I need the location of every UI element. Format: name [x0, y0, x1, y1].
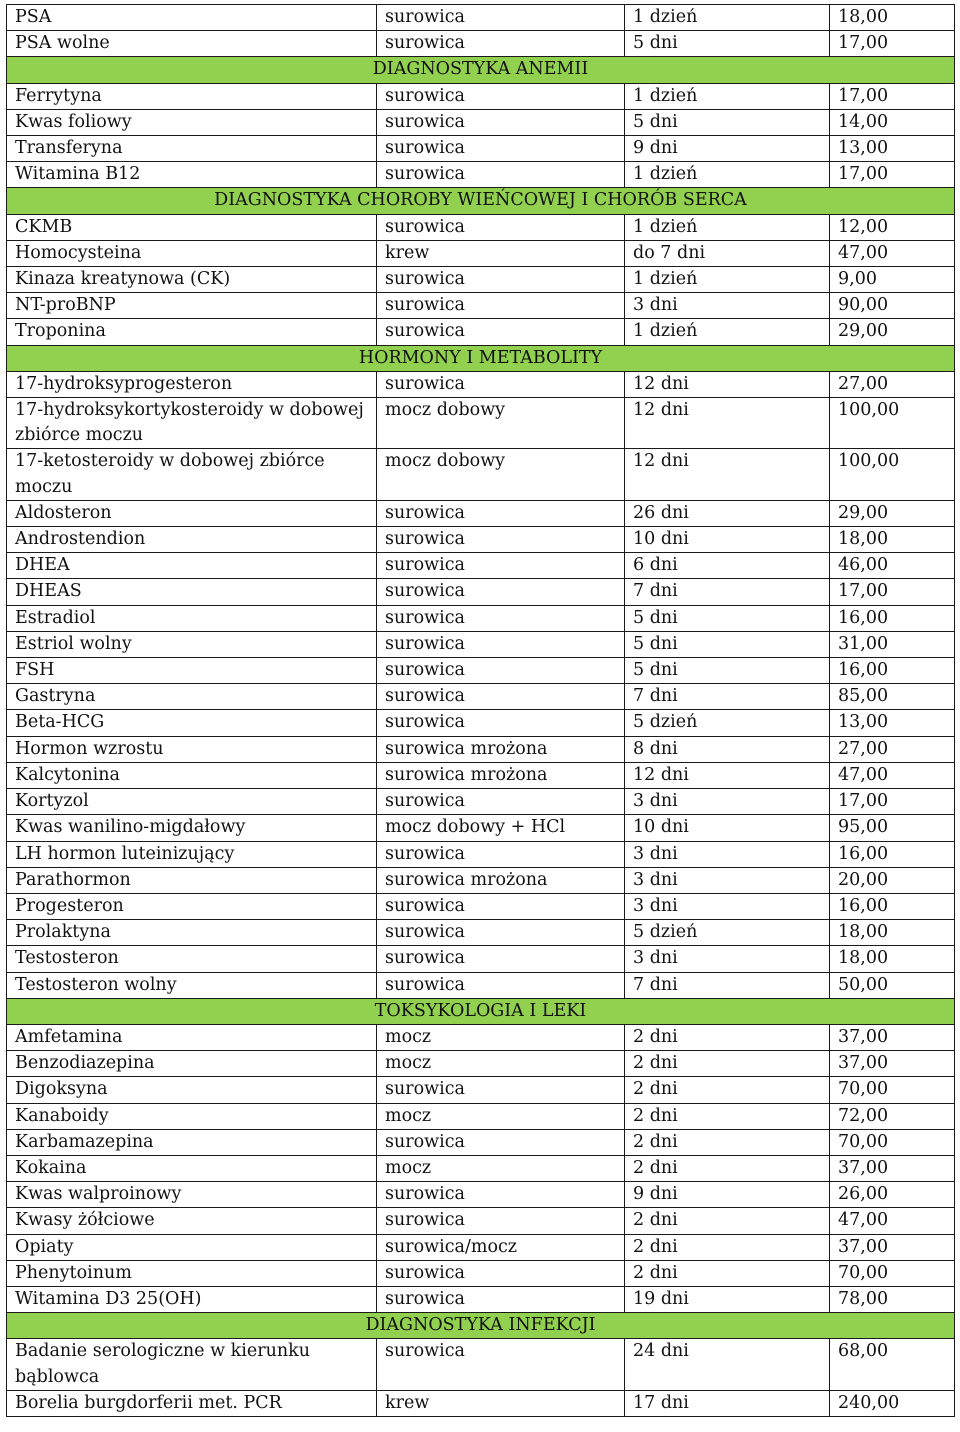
price-cell: 37,00: [830, 1024, 955, 1050]
test-name-cell: Testosteron wolny: [7, 972, 377, 998]
turnaround-time-cell: 5 dni: [625, 631, 830, 657]
test-name-cell: Parathormon: [7, 867, 377, 893]
test-name-cell: DHEAS: [7, 579, 377, 605]
turnaround-time-cell: 3 dni: [625, 946, 830, 972]
material-cell: surowica: [377, 31, 625, 57]
material-cell: surowica: [377, 789, 625, 815]
material-cell: surowica: [377, 920, 625, 946]
test-name-cell: FSH: [7, 658, 377, 684]
price-cell: 95,00: [830, 815, 955, 841]
material-cell: mocz dobowy + HCl: [377, 815, 625, 841]
table-row: [7, 1155, 955, 1181]
turnaround-time-cell: 12 dni: [625, 371, 830, 397]
table-row: [7, 31, 955, 57]
test-name-cell: Ferrytyna: [7, 83, 377, 109]
table-row: [7, 605, 955, 631]
price-cell: 70,00: [830, 1077, 955, 1103]
material-cell: krew: [377, 1390, 625, 1416]
price-cell: 37,00: [830, 1155, 955, 1181]
turnaround-time-cell: 9 dni: [625, 1182, 830, 1208]
turnaround-time-cell: do 7 dni: [625, 240, 830, 266]
turnaround-time-cell: 2 dni: [625, 1103, 830, 1129]
turnaround-time-cell: 3 dni: [625, 841, 830, 867]
table-row: [7, 789, 955, 815]
turnaround-time-cell: 2 dni: [625, 1234, 830, 1260]
table-row: [7, 214, 955, 240]
test-name-cell: PSA: [7, 5, 377, 31]
turnaround-time-cell: 10 dni: [625, 527, 830, 553]
test-name-cell: Badanie serologiczne w kierunku bąblowca: [7, 1339, 377, 1390]
table-row: [7, 449, 955, 500]
section-header-row: [7, 57, 955, 83]
price-cell: 27,00: [830, 371, 955, 397]
price-cell: 27,00: [830, 736, 955, 762]
table-body: [7, 5, 955, 1417]
test-name-cell: DHEA: [7, 553, 377, 579]
price-cell: 50,00: [830, 972, 955, 998]
test-name-cell: Kwas foliowy: [7, 109, 377, 135]
section-header-row: [7, 1313, 955, 1339]
price-table: [6, 4, 955, 1417]
material-cell: mocz: [377, 1103, 625, 1129]
turnaround-time-cell: 7 dni: [625, 684, 830, 710]
table-row: [7, 1024, 955, 1050]
table-row: [7, 710, 955, 736]
test-name-cell: Transferyna: [7, 136, 377, 162]
test-name-cell: Kalcytonina: [7, 762, 377, 788]
price-cell: 17,00: [830, 579, 955, 605]
test-name-cell: Homocysteina: [7, 240, 377, 266]
price-cell: 90,00: [830, 293, 955, 319]
section-header-row: [7, 188, 955, 214]
price-cell: 17,00: [830, 789, 955, 815]
test-name-cell: Kwasy żółciowe: [7, 1208, 377, 1234]
table-row: [7, 553, 955, 579]
price-cell: 26,00: [830, 1182, 955, 1208]
turnaround-time-cell: 1 dzień: [625, 319, 830, 345]
turnaround-time-cell: 3 dni: [625, 893, 830, 919]
table-row: [7, 1077, 955, 1103]
table-row: [7, 1339, 955, 1390]
test-name-cell: Kanaboidy: [7, 1103, 377, 1129]
price-cell: 29,00: [830, 500, 955, 526]
table-row: [7, 1286, 955, 1312]
table-row: [7, 500, 955, 526]
test-name-cell: Progesteron: [7, 893, 377, 919]
test-name-cell: Kortyzol: [7, 789, 377, 815]
turnaround-time-cell: 6 dni: [625, 553, 830, 579]
test-name-cell: 17-hydroksyprogesteron: [7, 371, 377, 397]
test-name-cell: Estriol wolny: [7, 631, 377, 657]
material-cell: surowica: [377, 162, 625, 188]
price-cell: 72,00: [830, 1103, 955, 1129]
section-header-row: [7, 998, 955, 1024]
material-cell: surowica: [377, 553, 625, 579]
material-cell: mocz: [377, 1024, 625, 1050]
test-name-cell: Benzodiazepina: [7, 1051, 377, 1077]
material-cell: surowica: [377, 658, 625, 684]
price-cell: 100,00: [830, 449, 955, 500]
turnaround-time-cell: 26 dni: [625, 500, 830, 526]
turnaround-time-cell: 1 dzień: [625, 267, 830, 293]
price-cell: 17,00: [830, 83, 955, 109]
material-cell: surowica: [377, 136, 625, 162]
table-row: [7, 658, 955, 684]
table-row: [7, 867, 955, 893]
test-name-cell: Witamina D3 25(OH): [7, 1286, 377, 1312]
section-title: DIAGNOSTYKA CHOROBY WIEŃCOWEJ I CHORÓB SERCA: [7, 188, 955, 214]
table-row: [7, 1234, 955, 1260]
table-row: [7, 736, 955, 762]
table-row: [7, 1182, 955, 1208]
material-cell: mocz dobowy: [377, 398, 625, 449]
test-name-cell: Phenytoinum: [7, 1260, 377, 1286]
material-cell: surowica: [377, 631, 625, 657]
price-cell: 18,00: [830, 5, 955, 31]
turnaround-time-cell: 12 dni: [625, 762, 830, 788]
test-name-cell: LH hormon luteinizujący: [7, 841, 377, 867]
price-cell: 240,00: [830, 1390, 955, 1416]
table-row: [7, 371, 955, 397]
table-row: [7, 293, 955, 319]
turnaround-time-cell: 12 dni: [625, 398, 830, 449]
table-row: [7, 893, 955, 919]
table-row: [7, 398, 955, 449]
test-name-cell: Androstendion: [7, 527, 377, 553]
material-cell: krew: [377, 240, 625, 266]
table-row: [7, 83, 955, 109]
turnaround-time-cell: 2 dni: [625, 1051, 830, 1077]
price-cell: 17,00: [830, 31, 955, 57]
price-cell: 37,00: [830, 1051, 955, 1077]
material-cell: surowica: [377, 1129, 625, 1155]
material-cell: surowica: [377, 1208, 625, 1234]
turnaround-time-cell: 7 dni: [625, 972, 830, 998]
price-cell: 85,00: [830, 684, 955, 710]
test-name-cell: Borelia burgdorferii met. PCR: [7, 1390, 377, 1416]
test-name-cell: Opiaty: [7, 1234, 377, 1260]
material-cell: surowica: [377, 1260, 625, 1286]
turnaround-time-cell: 2 dni: [625, 1024, 830, 1050]
turnaround-time-cell: 2 dni: [625, 1077, 830, 1103]
table-row: [7, 946, 955, 972]
turnaround-time-cell: 5 dni: [625, 31, 830, 57]
turnaround-time-cell: 17 dni: [625, 1390, 830, 1416]
table-row: [7, 1208, 955, 1234]
test-name-cell: Hormon wzrostu: [7, 736, 377, 762]
material-cell: surowica: [377, 579, 625, 605]
table-row: [7, 1103, 955, 1129]
material-cell: surowica: [377, 1182, 625, 1208]
table-row: [7, 684, 955, 710]
turnaround-time-cell: 5 dni: [625, 658, 830, 684]
section-title: DIAGNOSTYKA ANEMII: [7, 57, 955, 83]
table-row: [7, 631, 955, 657]
material-cell: surowica: [377, 293, 625, 319]
table-row: [7, 815, 955, 841]
material-cell: surowica: [377, 972, 625, 998]
table-row: [7, 972, 955, 998]
turnaround-time-cell: 1 dzień: [625, 214, 830, 240]
price-cell: 16,00: [830, 658, 955, 684]
table-row: [7, 136, 955, 162]
price-cell: 14,00: [830, 109, 955, 135]
material-cell: surowica: [377, 267, 625, 293]
price-cell: 18,00: [830, 946, 955, 972]
price-cell: 20,00: [830, 867, 955, 893]
table-row: [7, 527, 955, 553]
price-cell: 16,00: [830, 605, 955, 631]
turnaround-time-cell: 2 dni: [625, 1208, 830, 1234]
test-name-cell: Amfetamina: [7, 1024, 377, 1050]
material-cell: surowica: [377, 946, 625, 972]
table-row: [7, 5, 955, 31]
price-cell: 46,00: [830, 553, 955, 579]
material-cell: surowica: [377, 605, 625, 631]
table-row: [7, 1390, 955, 1416]
material-cell: surowica mrożona: [377, 762, 625, 788]
price-cell: 37,00: [830, 1234, 955, 1260]
test-name-cell: Estradiol: [7, 605, 377, 631]
material-cell: surowica: [377, 1286, 625, 1312]
price-cell: 31,00: [830, 631, 955, 657]
test-name-cell: Kwas walproinowy: [7, 1182, 377, 1208]
table-row: [7, 162, 955, 188]
turnaround-time-cell: 9 dni: [625, 136, 830, 162]
turnaround-time-cell: 2 dni: [625, 1129, 830, 1155]
test-name-cell: Kokaina: [7, 1155, 377, 1181]
price-cell: 68,00: [830, 1339, 955, 1390]
price-cell: 70,00: [830, 1260, 955, 1286]
price-cell: 78,00: [830, 1286, 955, 1312]
material-cell: surowica: [377, 5, 625, 31]
turnaround-time-cell: 5 dzień: [625, 710, 830, 736]
price-cell: 16,00: [830, 841, 955, 867]
table-row: [7, 1260, 955, 1286]
turnaround-time-cell: 3 dni: [625, 293, 830, 319]
turnaround-time-cell: 8 dni: [625, 736, 830, 762]
test-name-cell: CKMB: [7, 214, 377, 240]
test-name-cell: Witamina B12: [7, 162, 377, 188]
material-cell: surowica: [377, 710, 625, 736]
turnaround-time-cell: 2 dni: [625, 1260, 830, 1286]
price-cell: 29,00: [830, 319, 955, 345]
turnaround-time-cell: 19 dni: [625, 1286, 830, 1312]
material-cell: surowica mrożona: [377, 867, 625, 893]
material-cell: surowica: [377, 371, 625, 397]
turnaround-time-cell: 1 dzień: [625, 162, 830, 188]
test-name-cell: Karbamazepina: [7, 1129, 377, 1155]
turnaround-time-cell: 3 dni: [625, 867, 830, 893]
section-title: TOKSYKOLOGIA I LEKI: [7, 998, 955, 1024]
table-row: [7, 920, 955, 946]
table-row: [7, 1051, 955, 1077]
table-row: [7, 319, 955, 345]
table-row: [7, 1129, 955, 1155]
test-name-cell: 17-ketosteroidy w dobowej zbiórce moczu: [7, 449, 377, 500]
table-row: [7, 579, 955, 605]
material-cell: surowica: [377, 527, 625, 553]
turnaround-time-cell: 3 dni: [625, 789, 830, 815]
material-cell: surowica: [377, 214, 625, 240]
test-name-cell: Troponina: [7, 319, 377, 345]
turnaround-time-cell: 5 dni: [625, 605, 830, 631]
turnaround-time-cell: 5 dni: [625, 109, 830, 135]
turnaround-time-cell: 1 dzień: [625, 83, 830, 109]
material-cell: surowica: [377, 109, 625, 135]
table-row: [7, 240, 955, 266]
price-cell: 47,00: [830, 762, 955, 788]
price-cell: 12,00: [830, 214, 955, 240]
turnaround-time-cell: 24 dni: [625, 1339, 830, 1390]
material-cell: surowica/mocz: [377, 1234, 625, 1260]
turnaround-time-cell: 10 dni: [625, 815, 830, 841]
table-row: [7, 267, 955, 293]
turnaround-time-cell: 7 dni: [625, 579, 830, 605]
price-cell: 13,00: [830, 136, 955, 162]
material-cell: surowica: [377, 83, 625, 109]
material-cell: mocz: [377, 1051, 625, 1077]
material-cell: surowica mrożona: [377, 736, 625, 762]
material-cell: surowica: [377, 319, 625, 345]
price-cell: 9,00: [830, 267, 955, 293]
price-cell: 16,00: [830, 893, 955, 919]
section-title: HORMONY I METABOLITY: [7, 345, 955, 371]
test-name-cell: Digoksyna: [7, 1077, 377, 1103]
material-cell: surowica: [377, 893, 625, 919]
test-name-cell: NT-proBNP: [7, 293, 377, 319]
price-cell: 70,00: [830, 1129, 955, 1155]
turnaround-time-cell: 2 dni: [625, 1155, 830, 1181]
price-cell: 100,00: [830, 398, 955, 449]
price-cell: 18,00: [830, 527, 955, 553]
test-name-cell: Aldosteron: [7, 500, 377, 526]
section-title: DIAGNOSTYKA INFEKCJI: [7, 1313, 955, 1339]
material-cell: surowica: [377, 1339, 625, 1390]
turnaround-time-cell: 12 dni: [625, 449, 830, 500]
price-cell: 13,00: [830, 710, 955, 736]
section-header-row: [7, 345, 955, 371]
price-cell: 47,00: [830, 240, 955, 266]
price-cell: 18,00: [830, 920, 955, 946]
test-name-cell: Prolaktyna: [7, 920, 377, 946]
material-cell: surowica: [377, 684, 625, 710]
turnaround-time-cell: 1 dzień: [625, 5, 830, 31]
table-row: [7, 109, 955, 135]
material-cell: surowica: [377, 1077, 625, 1103]
material-cell: mocz dobowy: [377, 449, 625, 500]
test-name-cell: Testosteron: [7, 946, 377, 972]
price-cell: 17,00: [830, 162, 955, 188]
price-cell: 47,00: [830, 1208, 955, 1234]
test-name-cell: Kwas wanilino-migdałowy: [7, 815, 377, 841]
material-cell: surowica: [377, 500, 625, 526]
test-name-cell: PSA wolne: [7, 31, 377, 57]
material-cell: surowica: [377, 841, 625, 867]
material-cell: mocz: [377, 1155, 625, 1181]
test-name-cell: Gastryna: [7, 684, 377, 710]
test-name-cell: 17-hydroksykortykosteroidy w dobowej zbiórce moczu: [7, 398, 377, 449]
turnaround-time-cell: 5 dzień: [625, 920, 830, 946]
table-row: [7, 841, 955, 867]
test-name-cell: Kinaza kreatynowa (CK): [7, 267, 377, 293]
table-row: [7, 762, 955, 788]
test-name-cell: Beta-HCG: [7, 710, 377, 736]
